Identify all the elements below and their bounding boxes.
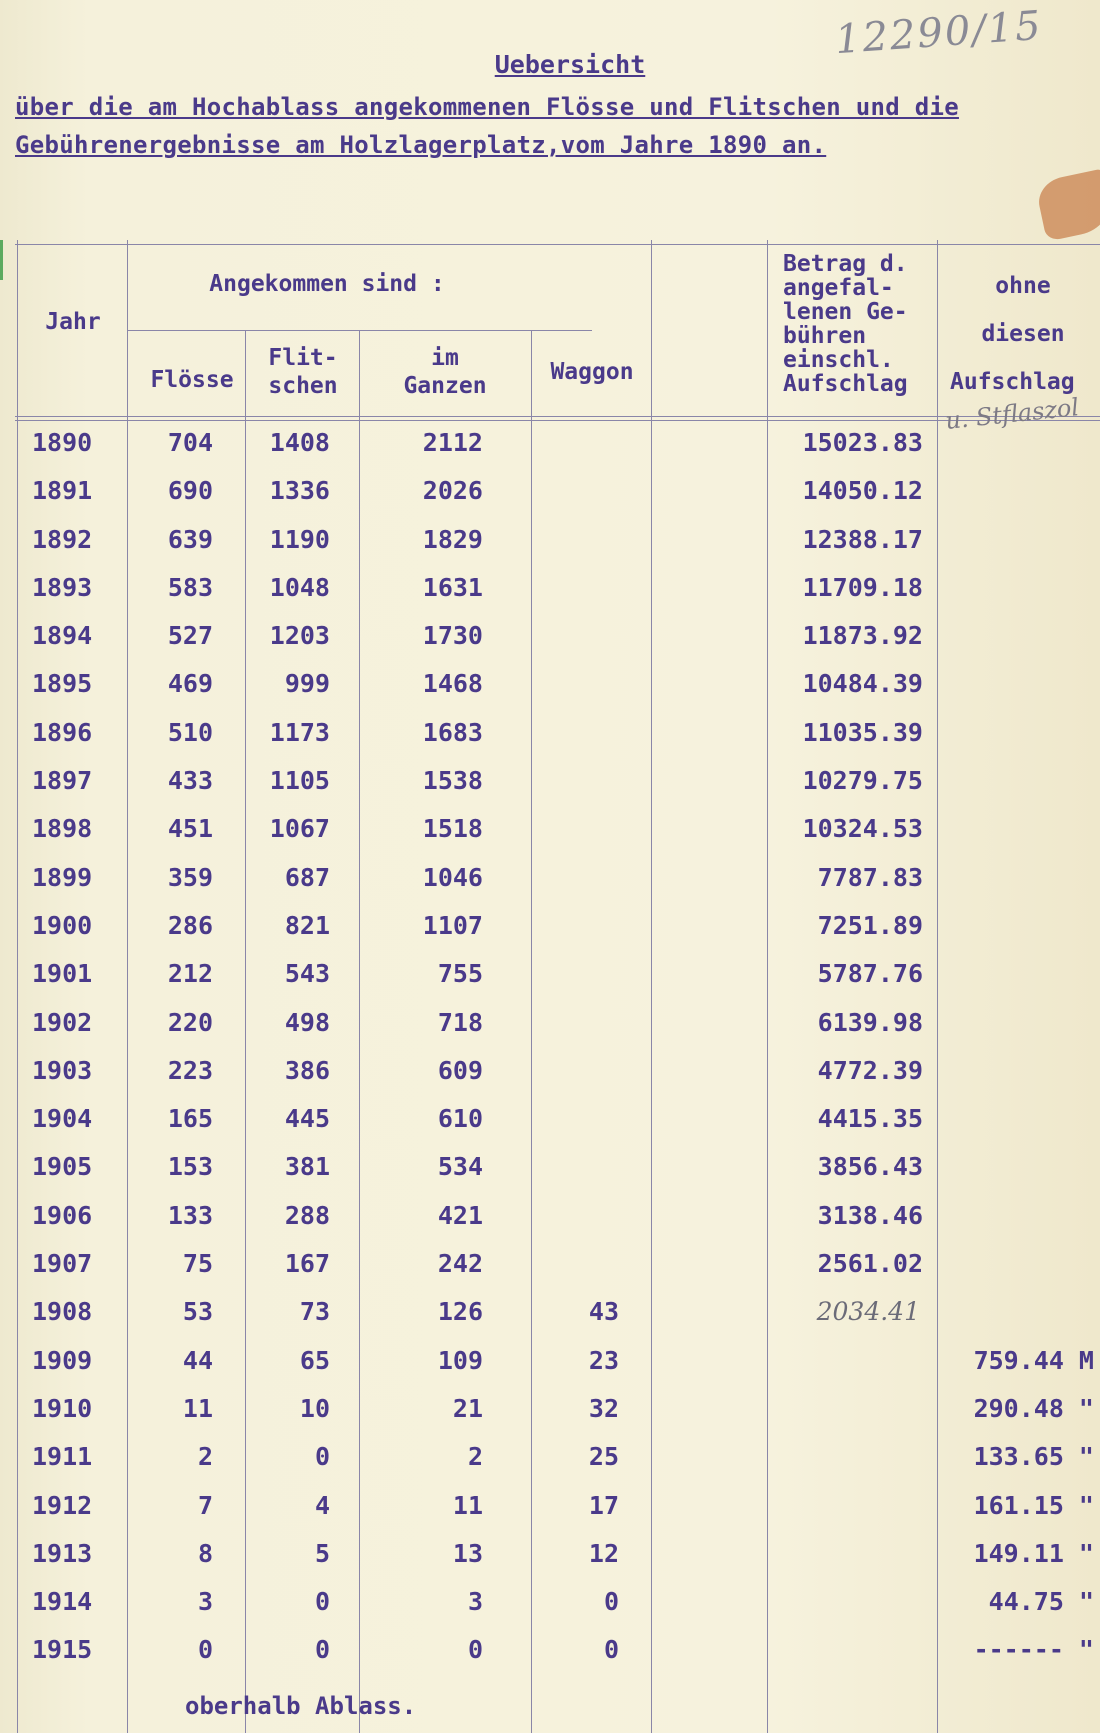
table-row <box>0 1008 1100 1056</box>
table-row <box>0 1394 1100 1442</box>
floesse-cell: 44 <box>182 1345 213 1375</box>
betrag-cell: 4415.35 <box>817 1104 923 1134</box>
year-cell: 1908 <box>32 1297 93 1327</box>
ganzen-cell: 109 <box>437 1345 483 1375</box>
ganzen-cell: 2 <box>467 1442 483 1472</box>
floesse-cell: 165 <box>167 1104 213 1134</box>
ohne-aufschlag-cell: 133.65 " <box>973 1442 1094 1472</box>
table-body <box>0 428 1100 1684</box>
ganzen-cell: 2026 <box>422 476 483 506</box>
ganzen-cell: 0 <box>467 1635 483 1665</box>
floesse-cell: 133 <box>167 1200 213 1230</box>
flitschen-cell: 4 <box>314 1490 330 1520</box>
year-cell: 1893 <box>32 572 93 602</box>
betrag-cell: 14050.12 <box>802 476 923 506</box>
flitschen-cell: 1067 <box>269 814 330 844</box>
table-row <box>0 1539 1100 1587</box>
year-cell: 1903 <box>32 1055 93 1085</box>
header-ohne-3: Aufschlag <box>950 369 1075 395</box>
flitschen-cell: 1336 <box>269 476 330 506</box>
torn-corner <box>1035 168 1100 241</box>
flitschen-cell: 1105 <box>269 766 330 796</box>
flitschen-cell: 1173 <box>269 717 330 747</box>
flitschen-cell: 0 <box>314 1635 330 1665</box>
table-row <box>0 1635 1100 1683</box>
year-cell: 1912 <box>32 1490 93 1520</box>
table-row <box>0 718 1100 766</box>
table-row <box>0 1442 1100 1490</box>
header-ganzen-1: im <box>431 345 459 371</box>
year-cell: 1899 <box>32 862 93 892</box>
ganzen-cell: 755 <box>437 959 483 989</box>
table-row <box>0 1249 1100 1297</box>
table-row <box>0 1297 1100 1345</box>
ohne-aufschlag-cell: 149.11 " <box>973 1538 1094 1568</box>
floesse-cell: 75 <box>182 1249 213 1279</box>
flitschen-cell: 73 <box>299 1297 330 1327</box>
table-row <box>0 1152 1100 1200</box>
footer-note: oberhalb Ablass. <box>185 1692 417 1720</box>
year-cell: 1891 <box>32 476 93 506</box>
year-cell: 1905 <box>32 1152 93 1182</box>
ganzen-cell: 242 <box>437 1249 483 1279</box>
betrag-cell: 5787.76 <box>817 959 923 989</box>
betrag-cell: 11709.18 <box>802 572 923 602</box>
betrag-cell: 6139.98 <box>817 1007 923 1037</box>
header-betrag-5: einschl. <box>783 347 894 373</box>
header-betrag-3: lenen Ge- <box>783 299 908 325</box>
ohne-aufschlag-cell: 44.75 " <box>988 1587 1094 1617</box>
ganzen-cell: 534 <box>437 1152 483 1182</box>
betrag-cell: 10484.39 <box>802 669 923 699</box>
year-cell: 1914 <box>32 1587 93 1617</box>
flitschen-cell: 65 <box>299 1345 330 1375</box>
table-row <box>0 1491 1100 1539</box>
betrag-cell: 10324.53 <box>802 814 923 844</box>
year-cell: 1892 <box>32 524 93 554</box>
table-row <box>0 1104 1100 1152</box>
ohne-aufschlag-cell: 290.48 " <box>973 1393 1094 1423</box>
floesse-cell: 220 <box>167 1007 213 1037</box>
betrag-cell: 15023.83 <box>802 428 923 457</box>
flitschen-cell: 167 <box>284 1249 330 1279</box>
heading-line-2: über die am Hochablass angekommenen Flösse und Flitschen und die <box>15 93 959 121</box>
betrag-cell: 2561.02 <box>817 1249 923 1279</box>
table-row <box>0 911 1100 959</box>
waggon-cell: 32 <box>588 1393 619 1423</box>
ganzen-cell: 13 <box>452 1538 483 1568</box>
floesse-cell: 510 <box>167 717 213 747</box>
year-cell: 1896 <box>32 717 93 747</box>
flitschen-cell: 1048 <box>269 572 330 602</box>
floesse-cell: 11 <box>182 1393 213 1423</box>
table-row <box>0 525 1100 573</box>
year-cell: 1906 <box>32 1200 93 1230</box>
ganzen-cell: 3 <box>467 1587 483 1617</box>
table-row <box>0 669 1100 717</box>
ganzen-cell: 1631 <box>422 572 483 602</box>
ganzen-cell: 609 <box>437 1055 483 1085</box>
heading-line-3: Gebührenergebnisse am Holzlagerplatz,vom Jahre 1890 an. <box>15 131 827 159</box>
header-angekommen: Angekommen sind : <box>209 271 445 297</box>
pencil-annotation: u. Stflaszol <box>943 393 1081 435</box>
flitschen-cell: 445 <box>284 1104 330 1134</box>
floesse-cell: 8 <box>197 1538 213 1568</box>
ganzen-cell: 1046 <box>422 862 483 892</box>
table-row <box>0 1201 1100 1249</box>
floesse-cell: 2 <box>197 1442 213 1472</box>
year-cell: 1910 <box>32 1393 93 1423</box>
flitschen-cell: 1408 <box>269 428 330 457</box>
waggon-cell: 23 <box>588 1345 619 1375</box>
flitschen-cell: 543 <box>284 959 330 989</box>
floesse-cell: 451 <box>167 814 213 844</box>
year-cell: 1890 <box>32 428 93 457</box>
flitschen-cell: 1190 <box>269 524 330 554</box>
floesse-cell: 359 <box>167 862 213 892</box>
ganzen-cell: 1468 <box>422 669 483 699</box>
ganzen-cell: 421 <box>437 1200 483 1230</box>
header-betrag-4: bühren <box>783 323 867 349</box>
flitschen-cell: 0 <box>314 1587 330 1617</box>
header-waggon: Waggon <box>550 359 634 385</box>
header-betrag-6: Aufschlag <box>783 371 908 397</box>
table-row <box>0 959 1100 1007</box>
flitschen-cell: 498 <box>284 1007 330 1037</box>
floesse-cell: 639 <box>167 524 213 554</box>
year-cell: 1915 <box>32 1635 93 1665</box>
ganzen-cell: 126 <box>437 1297 483 1327</box>
waggon-cell: 43 <box>588 1297 619 1327</box>
betrag-cell: 12388.17 <box>802 524 923 554</box>
ganzen-cell: 1829 <box>422 524 483 554</box>
table-row <box>0 766 1100 814</box>
table-row <box>0 621 1100 669</box>
archive-number: 12290/15 <box>833 2 1044 64</box>
betrag-cell: 3138.46 <box>817 1200 923 1230</box>
flitschen-cell: 5 <box>314 1538 330 1568</box>
year-cell: 1894 <box>32 621 93 651</box>
header-betrag-2: angefal- <box>783 275 894 301</box>
floesse-cell: 583 <box>167 572 213 602</box>
floesse-cell: 433 <box>167 766 213 796</box>
floesse-cell: 3 <box>197 1587 213 1617</box>
year-cell: 1902 <box>32 1007 93 1037</box>
flitschen-cell: 288 <box>284 1200 330 1230</box>
year-cell: 1895 <box>32 669 93 699</box>
year-cell: 1900 <box>32 910 93 940</box>
floesse-cell: 212 <box>167 959 213 989</box>
floesse-cell: 469 <box>167 669 213 699</box>
flitschen-cell: 0 <box>314 1442 330 1472</box>
betrag-cell: 11035.39 <box>802 717 923 747</box>
flitschen-cell: 821 <box>284 910 330 940</box>
betrag-cell: 7251.89 <box>817 910 923 940</box>
ganzen-cell: 1683 <box>422 717 483 747</box>
header-betrag-1: Betrag d. <box>783 251 908 277</box>
floesse-cell: 286 <box>167 910 213 940</box>
floesse-cell: 690 <box>167 476 213 506</box>
header-ganzen-2: Ganzen <box>403 373 487 399</box>
ganzen-cell: 1518 <box>422 814 483 844</box>
header-ohne-2: diesen <box>981 321 1065 347</box>
ganzen-cell: 1730 <box>422 621 483 651</box>
betrag-cell: 4772.39 <box>817 1055 923 1085</box>
ganzen-cell: 21 <box>452 1393 483 1423</box>
ganzen-cell: 718 <box>437 1007 483 1037</box>
betrag-cell: 11873.92 <box>802 621 923 651</box>
ohne-aufschlag-cell: ------ " <box>973 1635 1094 1665</box>
floesse-cell: 53 <box>182 1297 213 1327</box>
waggon-cell: 17 <box>588 1490 619 1520</box>
year-cell: 1904 <box>32 1104 93 1134</box>
header-floesse: Flösse <box>150 367 234 393</box>
table-row <box>0 573 1100 621</box>
floesse-cell: 527 <box>167 621 213 651</box>
header-ohne-1: ohne <box>995 273 1051 299</box>
table-row <box>0 428 1100 476</box>
year-cell: 1897 <box>32 766 93 796</box>
waggon-cell: 0 <box>603 1587 619 1617</box>
betrag-cell: 10279.75 <box>802 766 923 796</box>
flitschen-cell: 687 <box>284 862 330 892</box>
ganzen-cell: 1538 <box>422 766 483 796</box>
table-row <box>0 476 1100 524</box>
flitschen-cell: 386 <box>284 1055 330 1085</box>
floesse-cell: 223 <box>167 1055 213 1085</box>
document-heading <box>15 50 1095 169</box>
floesse-cell: 0 <box>197 1635 213 1665</box>
ohne-aufschlag-cell: 161.15 " <box>973 1490 1094 1520</box>
header-flitschen-1: Flit- <box>268 345 338 371</box>
year-cell: 1901 <box>32 959 93 989</box>
year-cell: 1907 <box>32 1249 93 1279</box>
year-cell: 1913 <box>32 1538 93 1568</box>
betrag-cell: 7787.83 <box>817 862 923 892</box>
table-row <box>0 1056 1100 1104</box>
flitschen-cell: 1203 <box>269 621 330 651</box>
flitschen-cell: 381 <box>284 1152 330 1182</box>
betrag-cell: 3856.43 <box>817 1152 923 1182</box>
table-row <box>0 814 1100 862</box>
table-row <box>0 1346 1100 1394</box>
year-cell: 1911 <box>32 1442 93 1472</box>
floesse-cell: 704 <box>167 428 213 457</box>
ganzen-cell: 2112 <box>422 428 483 457</box>
year-cell: 1909 <box>32 1345 93 1375</box>
table-row <box>0 1587 1100 1635</box>
header-jahr: Jahr <box>45 309 101 335</box>
ohne-aufschlag-cell: 759.44 M <box>973 1345 1094 1375</box>
ganzen-cell: 1107 <box>422 910 483 940</box>
waggon-cell: 0 <box>603 1635 619 1665</box>
floesse-cell: 7 <box>197 1490 213 1520</box>
floesse-cell: 153 <box>167 1152 213 1182</box>
flitschen-cell: 10 <box>299 1393 330 1423</box>
header-flitschen-2: schen <box>268 373 338 399</box>
heading-title: Uebersicht <box>494 50 646 79</box>
ganzen-cell: 610 <box>437 1104 483 1134</box>
flitschen-cell: 999 <box>284 669 330 699</box>
waggon-cell: 12 <box>588 1538 619 1568</box>
ganzen-cell: 11 <box>452 1490 483 1520</box>
betrag-cell: 2034.41 <box>816 1297 920 1327</box>
year-cell: 1898 <box>32 814 93 844</box>
waggon-cell: 25 <box>588 1442 619 1472</box>
table-row <box>0 863 1100 911</box>
